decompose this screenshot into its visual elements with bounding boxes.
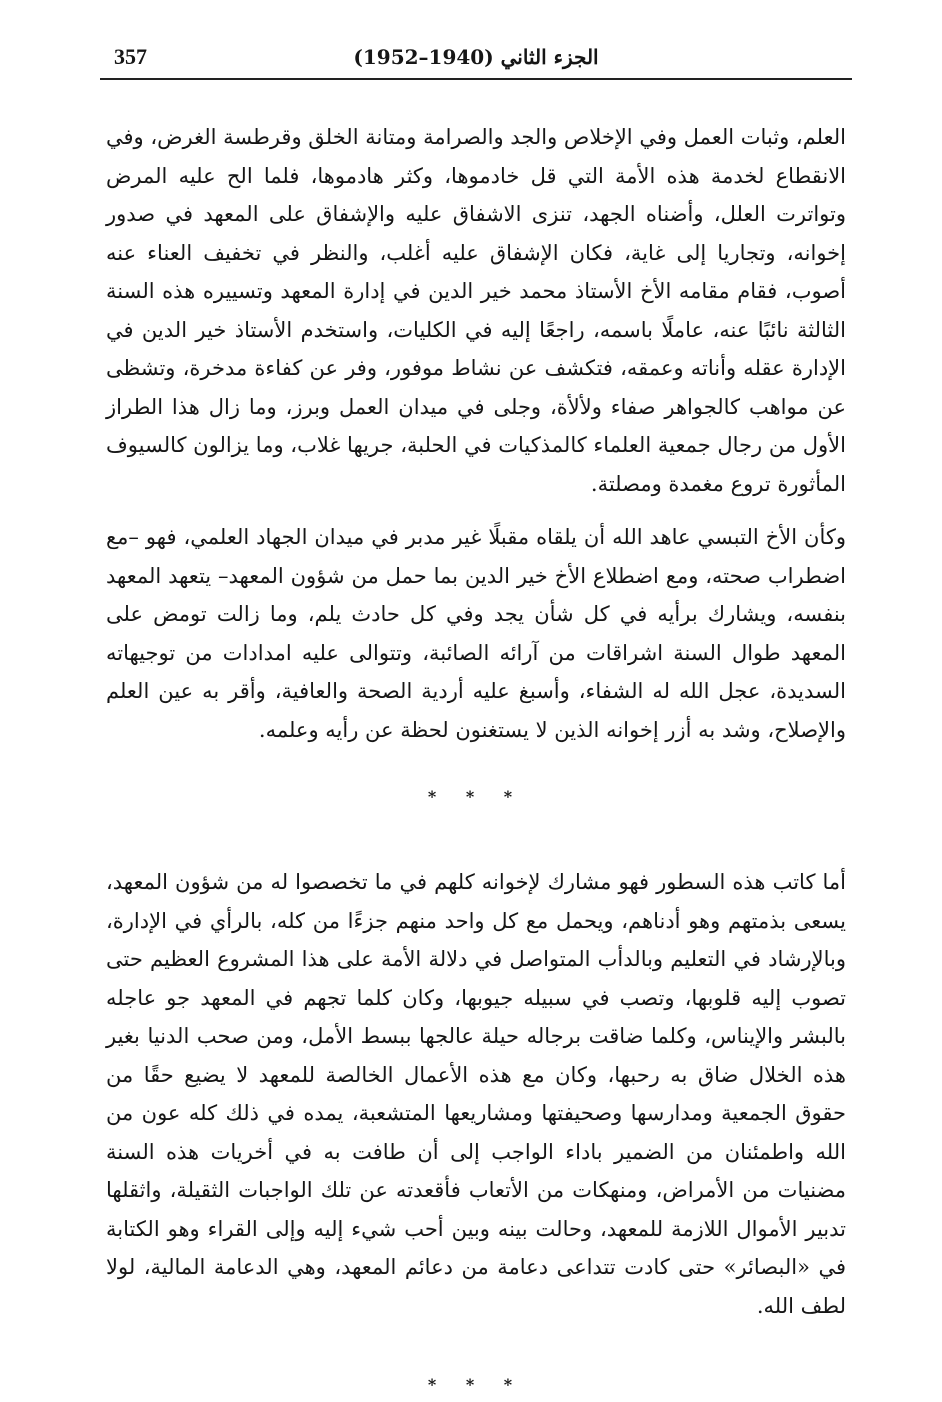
header-rule [100,78,852,80]
page-number: 357 [114,44,147,69]
paragraph-2: وكأن الأخ التبسي عاهد الله أن يلقاه مقبلًا غير مدبر في ميدان الجهاد العلمي، فهو –مع اضطراب صحته، ومع اضطلاع الأخ خير الدين بما حمل من شؤون المعهد– يتعهد المعهد بنفسه، ويشارك برأيه في كل شأن يجد وفي كل حادث يلم، وما زالت تومض على المعهد طوال السنة اشراقات من آرائه الصائبة، وتتوالى عليه امدادات من توجيهاته السديدة، عجل الله له الشفاء، وأسبغ عليه أردية الصحة والعافية، وأقر به عين العلم والإصلاح، وشد به أزر إخوانه الذين لا يستغنون لحظة عن رأيه وعلمه. [106,525,846,742]
paragraph-1: العلم، وثبات العمل وفي الإخلاص والجد والصرامة ومتانة الخلق وقرطسة الغرض، وفي الانقطاع لخدمة هذه الأمة التي قل خادموها، وكثر هادموها، فلما الح عليه المرض وتواترت العلل، وأضناه الجهد، تنزى الاشفاق عليه والإشفاق على المعهد في صدور إخوانه، وتجاريا إلى غاية، فكان الإشفاق عليه أغلب، والنظر في تخفيف العناء عنه أصوب، فقام مقامه الأخ الأستاذ محمد خير الدين في إدارة المعهد وتسييره هذه السنة الثالثة نائبًا عنه، عاملًا باسمه، راجعًا إليه في الكليات، واستخدم الأستاذ خير الدين في الإدارة عقله وأناته وعمقه، فتكشف عن نشاط موفور، وفر عن كفاءة مدخرة، وتشظى عن مواهب كالجواهر صفاء ولألأة، وجلى في ميدان العمل وبرز، وما زال هذا الطراز الأول من رجال جمعية العلماء كالمذكيات في الحلبة، جريها غلاب، وما يزالون كالسيوف المأثورة تروع مغمدة ومصلتة. [105,125,846,496]
paragraph-3: أما كاتب هذه السطور فهو مشارك لإخوانه كلهم في ما تخصصوا له من شؤون المعهد، يسعى بذمتهم وهو أدناهم، ويحمل مع كل واحد منهم جزءًا من كله، بالرأي في الإدارة، وبالإرشاد في التعليم وبالدأب المتواصل في دلالة الأمة على هذا المشروع العظيم حتى تصوب إليه قلوبها، وتصب في سبيله جيوبها، وكان كلما تجهم في المعهد جو عاجله بالبشر والإيناس، وكلما ضاقت برجاله حيلة عالجها ببسط الأمل، ومن صحب الدنيا بغير هذه الخلال ضاق به رحبها، وكان مع هذه الأعمال الخالصة للمعهد لا يضيع حقًا من حقوق الجمعية ومدارسها وصحيفتها ومشاريعها المتشعبة، يمده في ذلك كله عون من الله واطمئنان من الضمير باداء الواجب إلى أن طافت به في أخريات هذه السنة مضنيات من الأمراض، ومنهكات من الأتعاب فأقعدته عن تلك الواجبات الثقيلة، واثقلها تدبير الأموال اللازمة للمعهد، وحالت بينه وبين أحب شيء إليه وإلى القراء وهو الكتابة في «البصائر» حتى كادت تتداعى دعامة من دعائم المعهد، وهي الدعامة المالية، لولا لطف الله. [106,870,846,1318]
section-separator: * * * [427,1375,525,1394]
running-title: الجزء الثاني (1940–1952) [353,45,599,69]
body-text [106,118,846,1395]
page-header [100,42,852,82]
section-separator: * * * [427,787,525,806]
